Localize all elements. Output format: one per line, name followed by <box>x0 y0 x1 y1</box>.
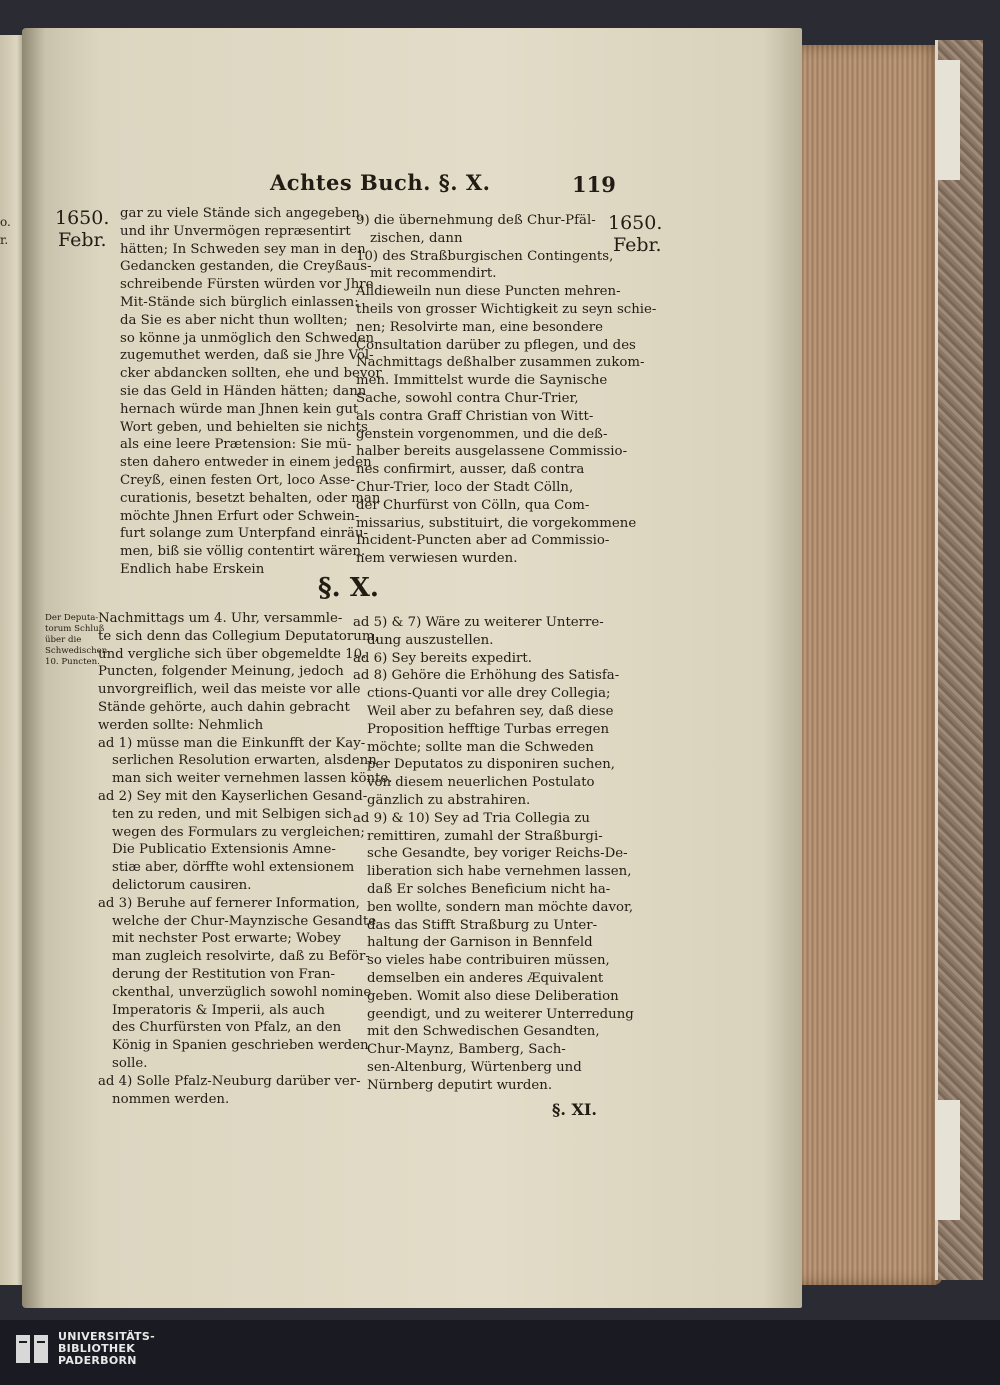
text-line: curationis, besetzt behalten, oder man <box>120 490 381 506</box>
text-line: nes confirmirt, ausser, daß contra <box>356 462 585 478</box>
text-line: nem verwiesen wurden. <box>356 551 518 567</box>
text-line: welche der Chur-Maynzische Gesandte <box>112 913 377 929</box>
text-line: Consultation darüber zu pflegen, und des <box>356 337 636 353</box>
text-line: ad 4) Solle Pfalz-Neuburg darüber ver- <box>98 1073 361 1089</box>
text-line: ten zu reden, und mit Selbigen sich <box>112 806 352 822</box>
text-line: nen; Resolvirte man, eine besondere <box>356 319 603 335</box>
text-line: Chur-Trier, loco der Stadt Cölln, <box>356 479 574 495</box>
lower-right-column <box>353 614 634 1095</box>
text-line: ad 9) & 10) Sey ad Tria Collegia zu <box>353 810 590 826</box>
year: 1650. <box>55 207 110 229</box>
text-line: halber bereits ausgelassene Commissio- <box>356 444 628 460</box>
text-line: König in Spanien geschrieben werden <box>112 1038 369 1054</box>
text-line: ad 8) Gehöre die Erhöhung des Satisfa- <box>353 668 620 684</box>
year-marker-left <box>55 207 109 251</box>
text-line: Nachmittags deßhalber zusammen zukom- <box>356 355 645 371</box>
text-line: theils von grosser Wichtigkeit zu seyn schie- <box>356 301 657 317</box>
text-line: da Sie es aber nicht thun wollten; <box>120 312 348 328</box>
text-line: Alldieweiln nun diese Puncten mehren- <box>356 284 621 300</box>
text-line: hätten; In Schweden sey man in den <box>120 241 366 257</box>
text-line: des Churfürsten von Pfalz, an den <box>112 1020 342 1036</box>
left-page-margin-text: r. <box>0 233 9 247</box>
text-line: Wort geben, und behielten sie nichts <box>120 419 368 435</box>
paper-corner <box>935 60 960 180</box>
text-line: men. Immittelst wurde die Saynische <box>356 373 608 389</box>
library-logo-icon <box>14 1331 50 1367</box>
text-line: 9) die übernehmung deß Chur-Pfäl- <box>356 213 596 228</box>
library-line: BIBLIOTHEK <box>58 1342 136 1355</box>
text-line: das das Stifft Straßburg zu Unter- <box>367 917 598 933</box>
text-line: demselben ein anderes Æquivalent <box>367 970 604 986</box>
text-line: nommen werden. <box>112 1091 230 1107</box>
text-line: Sache, sowohl contra Chur-Trier, <box>356 390 579 406</box>
text-line: Endlich habe Erskein <box>120 561 265 577</box>
text-line: derung der Restitution von Fran- <box>112 966 336 982</box>
text-line: man zugleich resolvirte, daß zu Beför- <box>112 949 370 965</box>
text-line: Nachmittags um 4. Uhr, versammle- <box>98 611 343 626</box>
text-line: und vergliche sich über obgemeldte 10. <box>98 646 367 662</box>
text-line: liberation sich habe vernehmen lassen, <box>367 864 632 880</box>
text-line: geben. Womit also diese Deliberation <box>367 988 619 1004</box>
text-line: so vieles habe contribuiren müssen, <box>367 953 610 969</box>
text-line: von diesem neuerlichen Postulato <box>367 775 595 791</box>
text-line: ad 3) Beruhe auf fernerer Information, <box>98 895 360 911</box>
text-line: Nürnberg deputirt wurden. <box>367 1077 553 1093</box>
text-line: mit recommendirt. <box>370 266 497 282</box>
library-line: PADERBORN <box>58 1354 137 1367</box>
paper-corner <box>935 1100 960 1220</box>
text-line: sie das Geld in Händen hätten; dann <box>120 383 367 399</box>
text-line: stiæ aber, dörffte wohl extensionem <box>112 860 355 876</box>
text-line: als contra Graff Christian von Witt- <box>356 408 594 424</box>
text-line: sen-Altenburg, Würtenberg und <box>367 1059 582 1075</box>
text-line: Schwedischen <box>45 646 108 656</box>
text-line: ben wollte, sondern man möchte davor, <box>367 899 634 915</box>
text-line: mit den Schwedischen Gesandten, <box>367 1024 600 1040</box>
text-line: gar zu viele Stände sich angegeben, <box>120 206 365 221</box>
text-line: zugemuthet werden, daß sie Jhre Völ- <box>120 348 374 364</box>
text-line: serlichen Resolution erwarten, alsdenn <box>112 753 377 769</box>
text-line: Der Deputa- <box>45 613 99 623</box>
text-line: delictorum causiren. <box>112 877 252 893</box>
page-edges <box>792 45 942 1285</box>
text-line: gänzlich zu abstrahiren. <box>367 792 531 808</box>
text-line: Weil aber zu befahren sey, daß diese <box>367 703 614 719</box>
text-line: torum Schluß <box>45 624 105 634</box>
text-line: der Churfürst von Cölln, qua Com- <box>356 497 590 513</box>
text-line: unvorgreiflich, weil das meiste vor alle <box>98 682 361 698</box>
text-line: sten dahero entweder in einem jeden <box>120 455 372 471</box>
text-line: Imperatoris & Imperii, als auch <box>112 1002 325 1018</box>
text-line: ad 1) müsse man die Einkunfft der Kay- <box>98 735 366 751</box>
text-line: solle. <box>112 1055 148 1071</box>
text-line: missarius, substituirt, die vorgekommene <box>356 515 637 531</box>
text-line: zischen, dann <box>370 230 463 246</box>
left-page-margin-text: o. <box>0 215 11 229</box>
section-heading: §. X. <box>318 573 379 603</box>
lower-left-column <box>98 610 393 1108</box>
text-line: Gedancken gestanden, die Creyßaus- <box>120 259 372 275</box>
page-number: 119 <box>572 172 616 197</box>
text-line: genstein vorgenommen, und die deß- <box>356 426 608 442</box>
text-line: sche Gesandte, bey voriger Reichs-De- <box>367 846 628 862</box>
text-line: men, biß sie völlig contentirt wären. <box>120 544 366 560</box>
text-line: man sich weiter vernehmen lassen könte. <box>112 771 393 787</box>
text-line: Chur-Maynz, Bamberg, Sach- <box>367 1042 566 1058</box>
text-line: wegen des Formulars zu vergleichen; <box>112 824 365 840</box>
text-line: ad 6) Sey bereits expedirt. <box>353 650 532 666</box>
text-line: ctions-Quanti vor alle drey Collegia; <box>367 686 611 702</box>
month: Febr. <box>613 234 662 256</box>
text-line: so könne ja unmöglich den Schweden <box>120 330 375 346</box>
text-line: furt solange zum Unterpfand einräu- <box>120 526 369 542</box>
text-line: werden sollte: Nehmlich <box>98 717 264 733</box>
catchword: §. XI. <box>552 1100 597 1119</box>
cover-board <box>935 40 983 1280</box>
text-line: hernach würde man Jhnen kein gut <box>120 401 359 417</box>
text-line: Puncten, folgender Meinung, jedoch <box>98 664 344 680</box>
text-line: Mit-Stände sich bürglich einlassen: <box>120 294 359 310</box>
text-line: 10) des Straßburgischen Contingents, <box>356 248 614 264</box>
library-name <box>58 1331 155 1367</box>
text-line: Incident-Puncten aber ad Commissio- <box>356 533 610 549</box>
text-line: und ihr Unvermögen repræsentirt <box>120 223 351 239</box>
text-line: Creyß, einen festen Ort, loco Asse- <box>120 472 355 488</box>
text-line: Proposition hefftige Turbas erregen <box>367 721 610 737</box>
upper-left-column <box>120 205 382 579</box>
text-line: ckenthal, unverzüglich sowohl nomine <box>112 984 372 1000</box>
upper-right-column <box>356 212 656 568</box>
text-line: möchte; sollte man die Schweden <box>367 739 594 755</box>
text-line: geendigt, und zu weiterer Unterredung <box>367 1006 634 1022</box>
text-line: ad 2) Sey mit den Kayserlichen Gesand- <box>98 788 368 804</box>
text-line: als eine leere Prætension: Sie mü- <box>120 437 352 453</box>
year: 1650. <box>608 212 663 234</box>
text-line: ad 5) & 7) Wäre zu weiterer Unterre- <box>353 615 604 630</box>
text-line: über die <box>45 635 82 645</box>
text-line: Die Publicatio Extensionis Amne- <box>112 842 336 858</box>
text-line: cker abdancken sollten, ehe und bevor <box>120 366 382 382</box>
running-title: Achtes Buch. §. X. <box>270 170 491 195</box>
text-line: möchte Jhnen Erfurt oder Schwein- <box>120 508 360 524</box>
text-line: schreibende Fürsten würden vor Jhre <box>120 277 374 293</box>
text-line: remittiren, zumahl der Straßburgi- <box>367 828 603 844</box>
library-line: UNIVERSITÄTS- <box>58 1330 155 1343</box>
text-line: 10. Puncten. <box>45 657 100 667</box>
month: Febr. <box>58 229 107 251</box>
text-line: Stände gehörte, auch dahin gebracht <box>98 699 350 715</box>
text-line: haltung der Garnison in Bennfeld <box>367 935 593 951</box>
text-line: daß Er solches Beneficium nicht ha- <box>367 881 611 897</box>
text-line: mit nechster Post erwarte; Wobey <box>112 931 341 947</box>
text-line: per Deputatos zu disponiren suchen, <box>367 757 616 773</box>
text-line: te sich denn das Collegium Deputatorum, <box>98 628 379 644</box>
text-line: dung auszustellen. <box>367 632 494 648</box>
